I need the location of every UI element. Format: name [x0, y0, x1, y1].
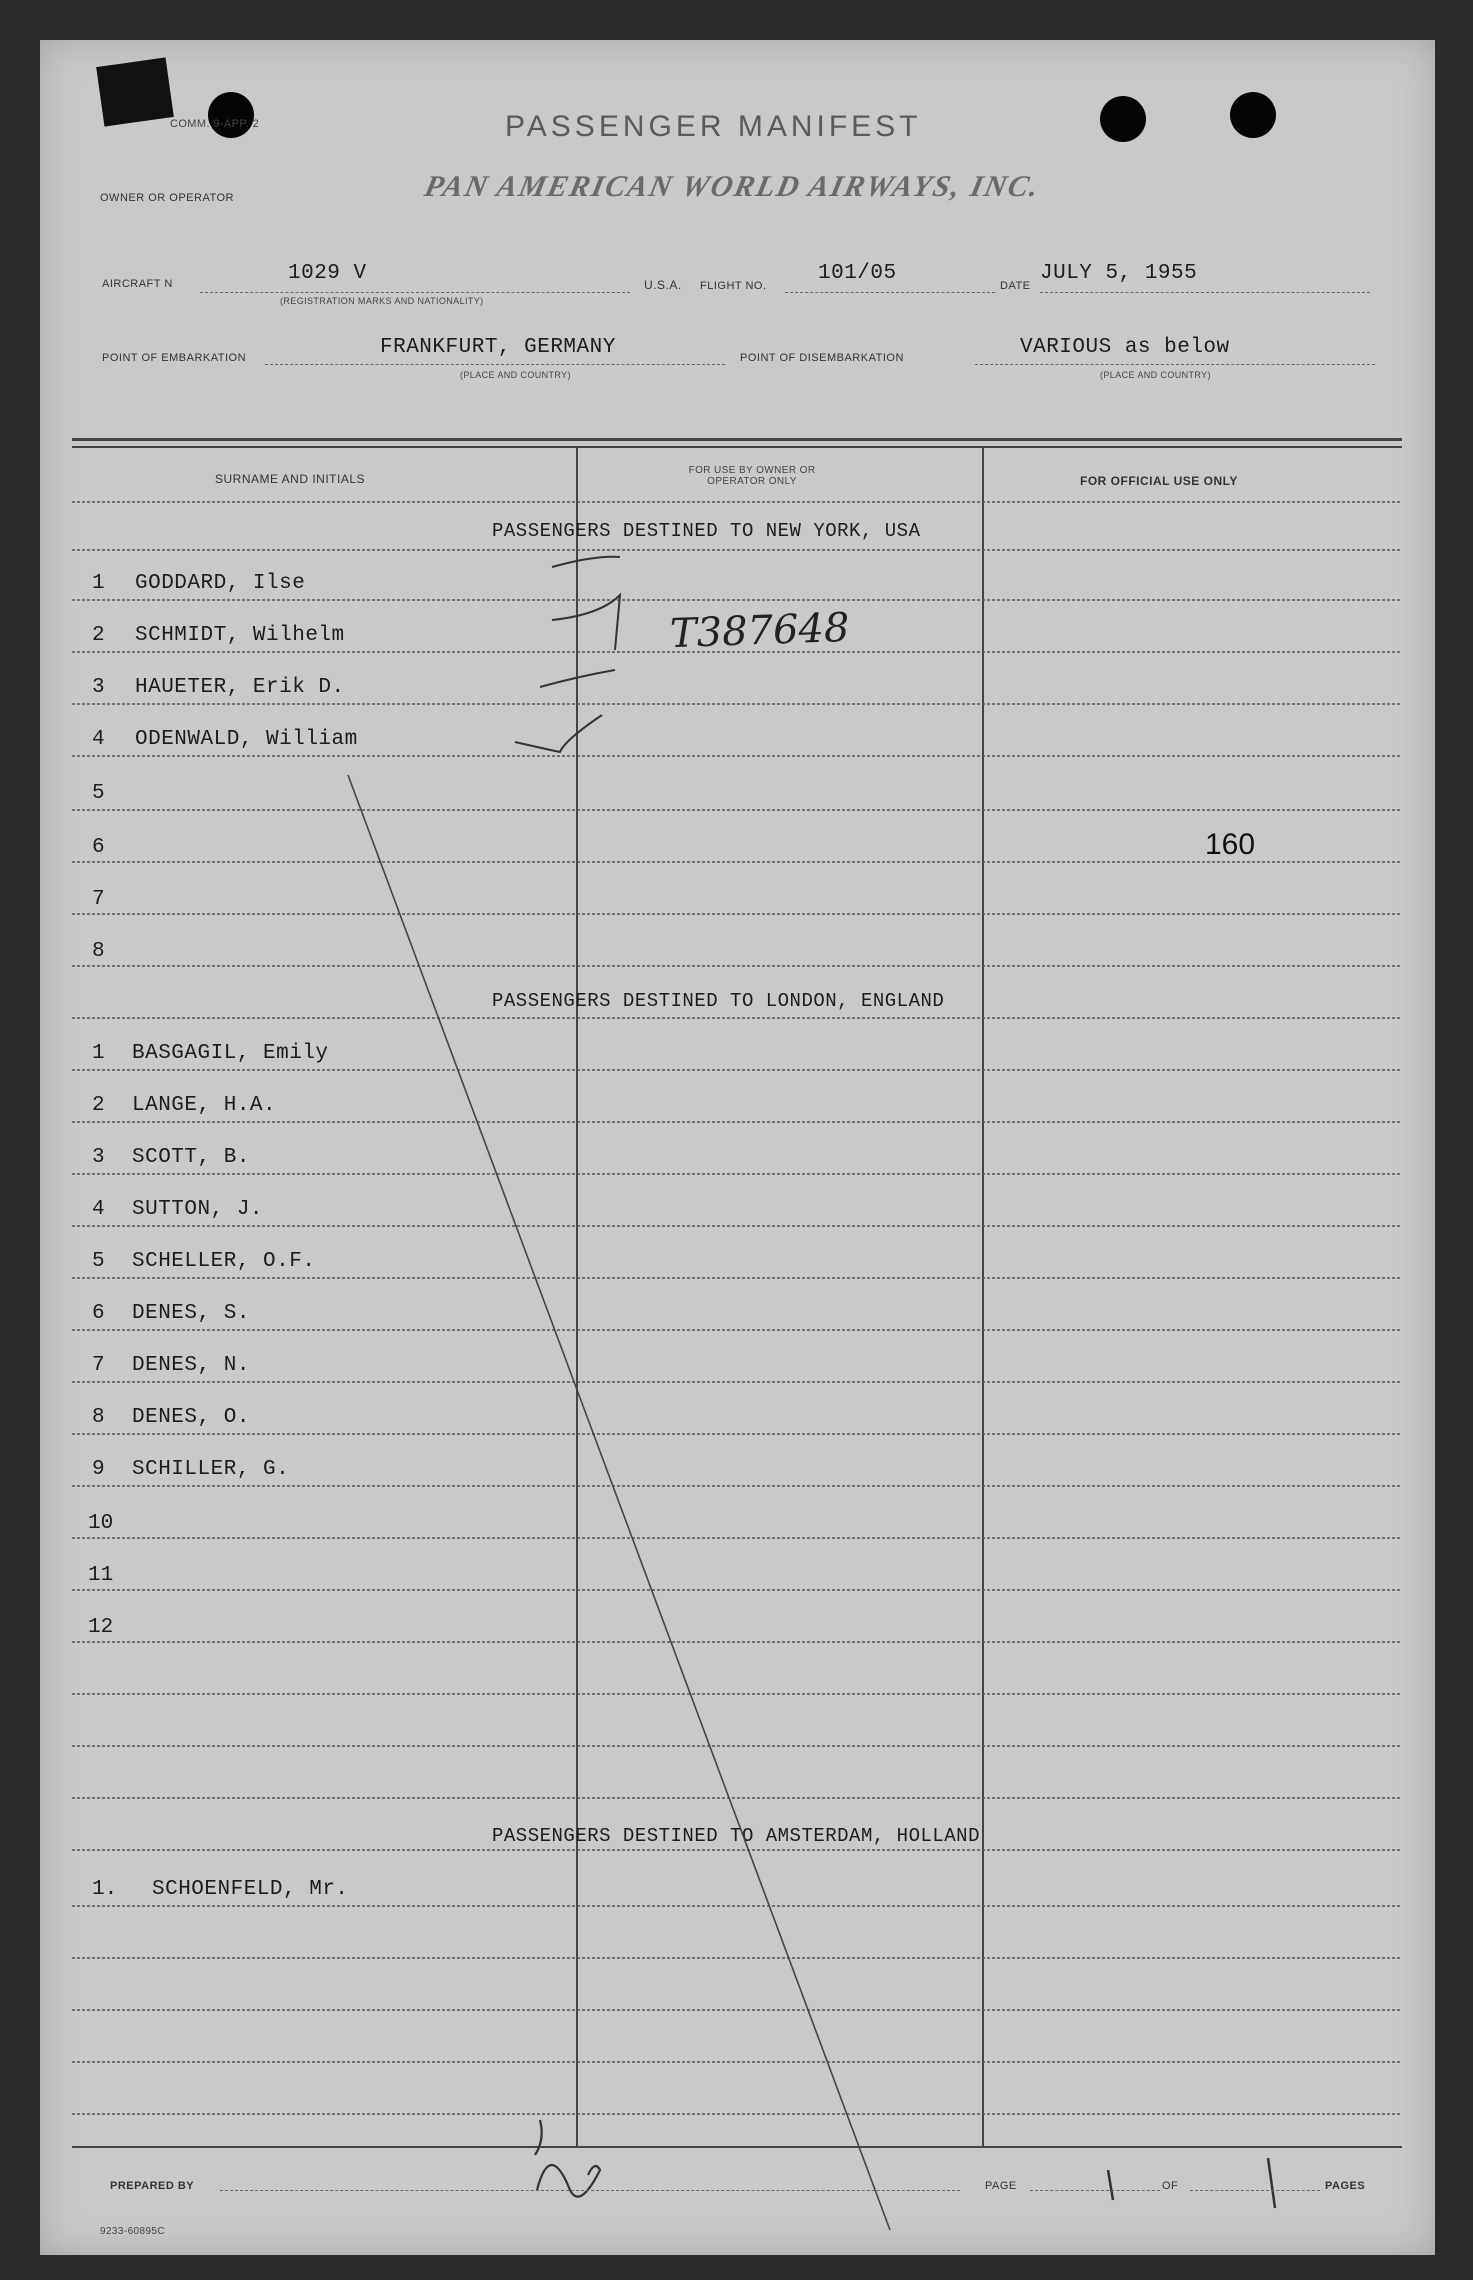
- usa-label: U.S.A.: [644, 278, 682, 292]
- passenger-name: DENES, N.: [132, 1354, 250, 1377]
- form-number: 9233-60895C: [100, 2226, 166, 2237]
- row-number: 11: [88, 1564, 114, 1587]
- row-number: 8: [92, 940, 105, 963]
- airline-name: PAN AMERICAN WORLD AIRWAYS, INC.: [421, 170, 1044, 203]
- passenger-name: ODENWALD, William: [135, 728, 358, 751]
- passenger-name: SCHMIDT, Wilhelm: [135, 624, 345, 647]
- official-number: 160: [1205, 828, 1256, 861]
- page-title: PASSENGER MANIFEST: [505, 110, 922, 143]
- row-number: 1: [92, 572, 105, 595]
- passenger-name: BASGAGIL, Emily: [132, 1042, 329, 1065]
- row-number: 4: [92, 1198, 105, 1221]
- page-number-stroke: [1108, 2170, 1113, 2200]
- column-header-surname: SURNAME AND INITIALS: [215, 472, 366, 486]
- pen-tick: [540, 670, 615, 687]
- passenger-name: SCHILLER, G.: [132, 1458, 290, 1481]
- row-number: 3: [92, 1146, 105, 1169]
- disembarkation-label: POINT OF DISEMBARKATION: [740, 352, 904, 364]
- row-number: 10: [88, 1512, 114, 1535]
- passenger-name: SUTTON, J.: [132, 1198, 264, 1221]
- flight-date: JULY 5, 1955: [1040, 262, 1198, 285]
- passenger-name: DENES, S.: [132, 1302, 250, 1325]
- page-label: PAGE: [985, 2180, 1017, 2192]
- row-number: 1: [92, 1042, 105, 1065]
- column-header-owner: FOR USE BY OWNER OR OPERATOR ONLY: [688, 465, 816, 487]
- passenger-name: SCHOENFELD, Mr.: [152, 1878, 349, 1901]
- section-heading-new-york: PASSENGERS DESTINED TO NEW YORK, USA: [492, 520, 921, 542]
- row-number: 7: [92, 1354, 105, 1377]
- passenger-name: SCHELLER, O.F.: [132, 1250, 316, 1273]
- pen-tick: [515, 715, 602, 752]
- passenger-name: GODDARD, Ilse: [135, 572, 306, 595]
- row-number: 5: [92, 1250, 105, 1273]
- ruled-lines: [40, 40, 1435, 2255]
- row-number: 1.: [92, 1878, 118, 1901]
- row-number: 2: [92, 1094, 105, 1117]
- flight-label: FLIGHT NO.: [700, 280, 767, 292]
- row-number: 3: [92, 676, 105, 699]
- handwritten-id: T387648: [669, 604, 851, 658]
- owner-label: OWNER OR OPERATOR: [100, 192, 234, 204]
- pages-total-stroke: [1268, 2158, 1275, 2208]
- embarkation-label: POINT OF EMBARKATION: [102, 352, 247, 364]
- prepared-by-label: PREPARED BY: [110, 2180, 195, 2192]
- of-label: OF: [1162, 2180, 1179, 2192]
- section-heading-amsterdam: PASSENGERS DESTINED TO AMSTERDAM, HOLLAND: [492, 1825, 980, 1847]
- row-number: 2: [92, 624, 105, 647]
- row-number: 5: [92, 782, 105, 805]
- aircraft-number: 1029 V: [288, 262, 367, 285]
- pen-tick: [552, 557, 620, 567]
- passenger-name: HAUETER, Erik D.: [135, 676, 345, 699]
- embarkation-point: FRANKFURT, GERMANY: [380, 336, 616, 359]
- row-number: 4: [92, 728, 105, 751]
- registration-caption: (REGISTRATION MARKS AND NATIONALITY): [280, 296, 484, 306]
- row-number: 6: [92, 836, 105, 859]
- row-number: 12: [88, 1616, 114, 1639]
- place-caption-2: (PLACE AND COUNTRY): [1100, 370, 1211, 380]
- pen-tick: [552, 595, 620, 650]
- disembarkation-point: VARIOUS as below: [1020, 336, 1230, 359]
- passenger-name: SCOTT, B.: [132, 1146, 250, 1169]
- flight-number: 101/05: [818, 262, 897, 285]
- row-number: 7: [92, 888, 105, 911]
- signature: [535, 2120, 600, 2197]
- date-label: DATE: [1000, 280, 1031, 292]
- column-header-official: FOR OFFICIAL USE ONLY: [1080, 474, 1238, 488]
- row-number: 9: [92, 1458, 105, 1481]
- row-number: 8: [92, 1406, 105, 1429]
- pen-stroke: [348, 775, 890, 2230]
- passenger-name: LANGE, H.A.: [132, 1094, 277, 1117]
- passenger-name: DENES, O.: [132, 1406, 250, 1429]
- manifest-sheet: [40, 40, 1435, 2255]
- row-number: 6: [92, 1302, 105, 1325]
- pages-label: PAGES: [1325, 2180, 1366, 2192]
- form-reference: COMM. 9-APP. 2: [170, 118, 260, 130]
- aircraft-label: AIRCRAFT N: [102, 278, 173, 290]
- place-caption: (PLACE AND COUNTRY): [460, 370, 571, 380]
- section-heading-london: PASSENGERS DESTINED TO LONDON, ENGLAND: [492, 990, 945, 1012]
